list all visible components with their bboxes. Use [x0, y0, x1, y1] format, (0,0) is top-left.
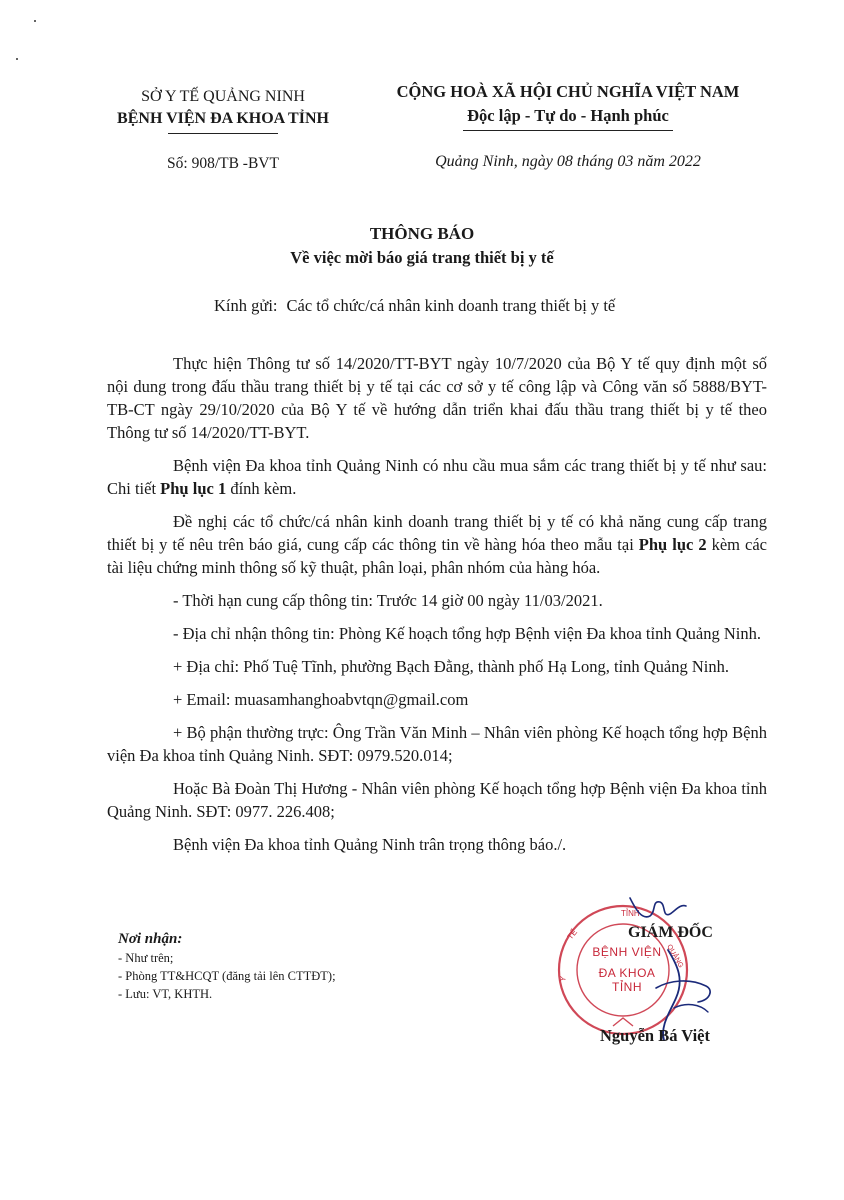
text-run: đính kèm.: [226, 479, 297, 498]
svg-text:TẾ: TẾ: [565, 927, 580, 942]
paragraph-legal-basis: Thực hiện Thông tư số 14/2020/TT-BYT ngày 10/7/2020 của Bộ Y tế quy định một số nội dung trong đấu thầu trang thiết bị y tế tại các cơ sở y tế công lập và Công văn số 5888/BYT-TB-CT ngày 29/10/2020 của Bộ Y tế về hướng dẫn triển khai đấu thầu trang thiết bị y tế theo Thông tư số 14/2020/TT-BYT.: [107, 354, 767, 442]
scan-speck: [16, 58, 18, 60]
text-run: kèm các tài liệu chứng minh thông số kỹ thuật, phân loại, phân nhóm của hàng hóa.: [107, 535, 767, 577]
handwritten-signature-icon: [590, 880, 730, 1050]
document-date: Quảng Ninh, ngày 08 tháng 03 năm 2022: [435, 153, 701, 170]
document-body: [107, 352, 767, 866]
national-header: [368, 80, 768, 131]
document-title: THÔNG BÁO: [369, 224, 475, 243]
paragraph-contact-1: + Bộ phận thường trực: Ông Trần Văn Minh – Nhân viên phòng Kế hoạch tổng hợp Bệnh viện Đa khoa tỉnh Quảng Ninh. SĐT: 0979.520.014;: [107, 723, 767, 765]
document-title-block: [0, 222, 844, 270]
text-run: Bệnh viện Đa khoa tỉnh Quảng Ninh có nhu cầu mua sắm các trang thiết bị y tế như sau: Chi tiết: [107, 456, 767, 498]
distribution-item: - Phòng TT&HCQT (đăng tải lên CTTĐT);: [118, 969, 336, 983]
paragraph-procurement-need: [107, 454, 767, 500]
document-number: Số: 908/TB -BVT: [167, 155, 279, 172]
recipient-line: [214, 296, 615, 316]
paragraph-receiving-office: - Địa chỉ nhận thông tin: Phòng Kế hoạch tổng hợp Bệnh viện Đa khoa tỉnh Quảng Ninh.: [173, 624, 761, 643]
appendix-2-ref: Phụ lục 2: [638, 535, 707, 554]
issuer-department: SỞ Y TẾ QUẢNG NINH: [141, 88, 305, 105]
stamp-text-line2: ĐA KHOA TỈNH: [598, 966, 656, 994]
scan-speck: [34, 20, 36, 22]
appendix-1-ref: Phụ lục 1: [160, 479, 227, 498]
paragraph-email: + Email: muasamhanghoabvtqn@gmail.com: [173, 690, 469, 709]
distribution-item: - Như trên;: [118, 951, 174, 965]
stamp-text-line1: BỆNH VIỆN: [592, 945, 662, 959]
distribution-list: [118, 930, 458, 1003]
issuer-hospital: BỆNH VIỆN ĐA KHOA TỈNH: [117, 110, 329, 127]
signer-title: GIÁM ĐỐC: [628, 924, 713, 941]
paragraph-contact-2: Hoặc Bà Đoàn Thị Hương - Nhân viên phòng Kế hoạch tổng hợp Bệnh viện Đa khoa tỉnh Quảng Ninh. SĐT: 0977. 226.408;: [107, 779, 767, 821]
distribution-heading: Nơi nhận:: [118, 931, 183, 947]
distribution-item: - Lưu: VT, KHTH.: [118, 987, 213, 1001]
paragraph-deadline: - Thời hạn cung cấp thông tin: Trước 14 giờ 00 ngày 11/03/2021.: [173, 591, 603, 610]
recipient-value: Các tổ chức/cá nhân kinh doanh trang thiết bị y tế: [286, 296, 616, 315]
recipient-label: Kính gửi:: [214, 296, 278, 315]
motto-underline: [463, 130, 673, 131]
paragraph-address: + Địa chỉ: Phố Tuệ Tĩnh, phường Bạch Đằng, thành phố Hạ Long, tỉnh Quảng Ninh.: [173, 657, 730, 676]
document-subject: Về việc mời báo giá trang thiết bị y tế: [290, 248, 554, 267]
signer-name: Nguyễn Bá Việt: [600, 1026, 711, 1045]
svg-text:QUẢNG: QUẢNG: [665, 943, 685, 970]
national-motto: Độc lập - Tự do - Hạnh phúc: [467, 106, 669, 125]
svg-text:TỈNH: TỈNH: [621, 909, 640, 918]
text-run: Đề nghị các tổ chức/cá nhân kinh doanh trang thiết bị y tế có khả năng cung cấp trang thiết bị y tế nêu trên báo giá, cung cấp các thông tin về hàng hóa theo mẫu tại: [107, 512, 767, 554]
paragraph-closing: Bệnh viện Đa khoa tỉnh Quảng Ninh trân trọng thông báo./.: [173, 835, 567, 854]
svg-text:Y: Y: [558, 975, 568, 983]
issuer-underline: [168, 133, 278, 134]
issuer-block: [88, 86, 358, 134]
paragraph-request: [107, 510, 767, 579]
country-name: CỘNG HOÀ XÃ HỘI CHỦ NGHĨA VIỆT NAM: [396, 82, 740, 101]
